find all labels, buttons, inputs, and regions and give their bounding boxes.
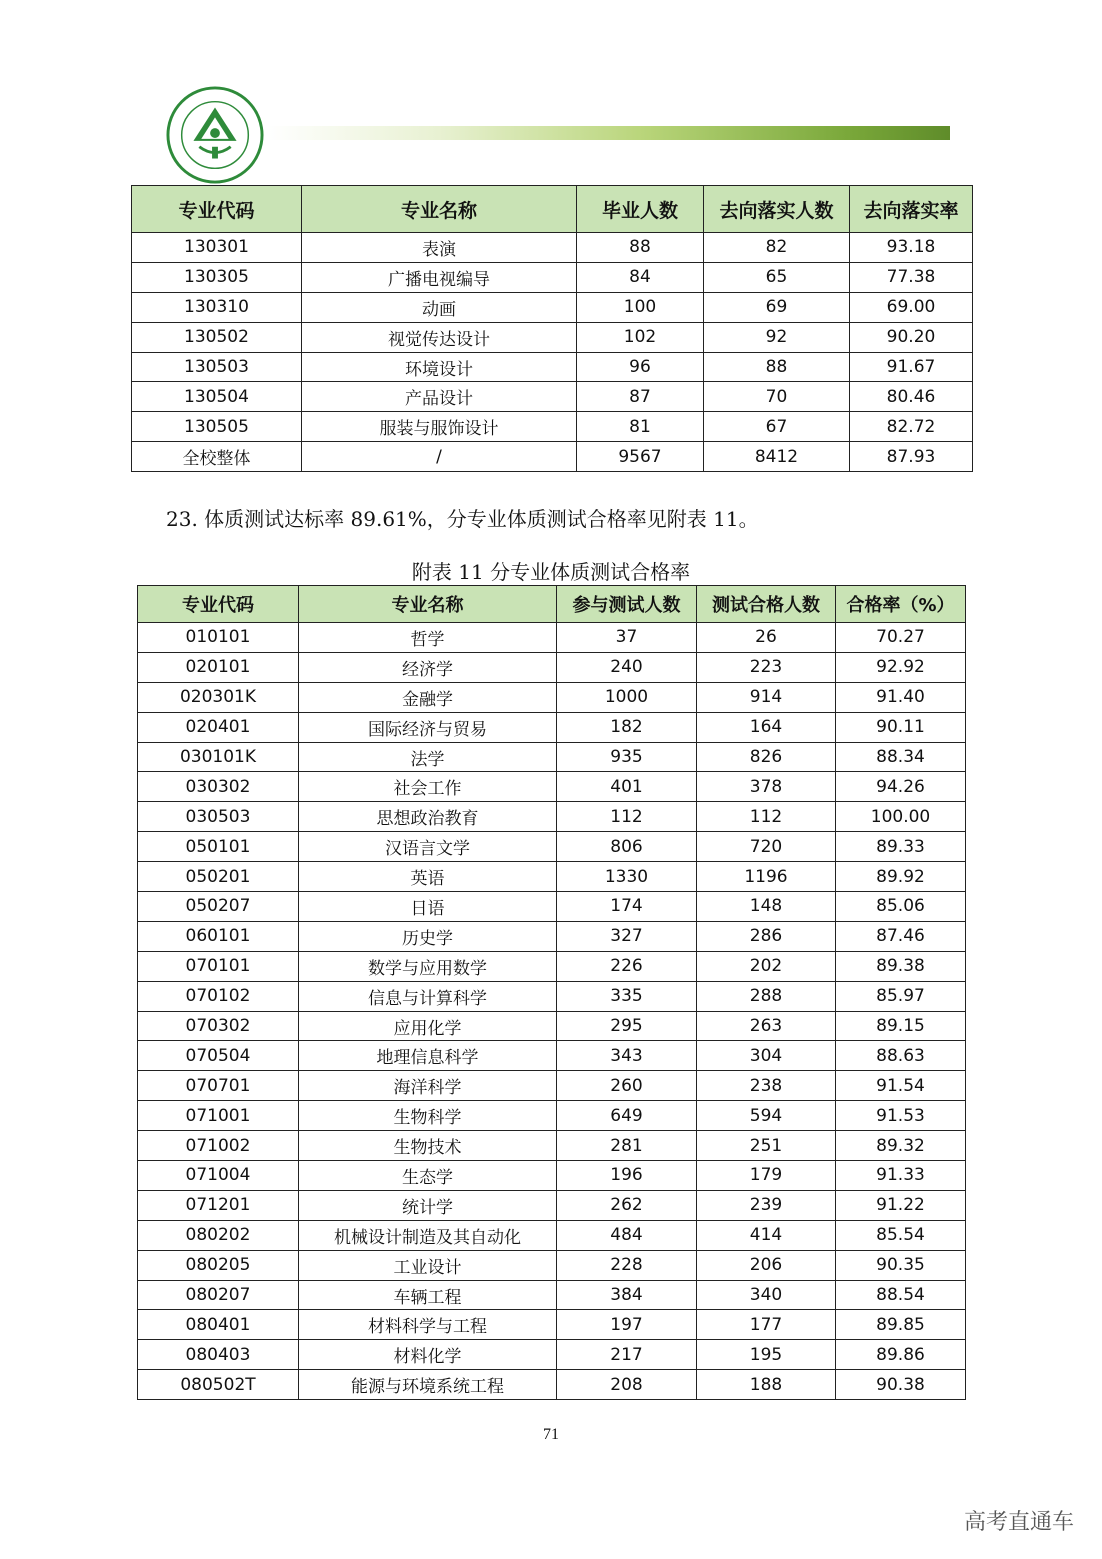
table-cell: 100 <box>577 292 704 322</box>
table-cell: 281 <box>557 1131 697 1161</box>
column-header: 去向落实人数 <box>704 186 850 233</box>
column-header: 专业名称 <box>299 586 557 623</box>
table-cell: 能源与环境系统工程 <box>299 1370 557 1400</box>
table-cell: 91.54 <box>836 1071 966 1101</box>
table-row <box>138 1071 966 1101</box>
table-cell: 251 <box>697 1131 836 1161</box>
table-cell: 327 <box>557 921 697 951</box>
table-cell: 720 <box>697 832 836 862</box>
column-header: 专业代码 <box>132 186 302 233</box>
table-cell: 81 <box>577 412 704 442</box>
table-cell: 484 <box>557 1220 697 1250</box>
table-cell: 260 <box>557 1071 697 1101</box>
table-row <box>138 772 966 802</box>
table-cell: 产品设计 <box>302 382 577 412</box>
table-cell: 030302 <box>138 772 299 802</box>
page-number: 71 <box>543 1426 559 1443</box>
table-cell: 102 <box>577 322 704 352</box>
table-cell: 环境设计 <box>302 352 577 382</box>
table-row <box>138 1340 966 1370</box>
table-cell: 89.85 <box>836 1310 966 1340</box>
table-cell: 288 <box>697 981 836 1011</box>
table-cell: 1330 <box>557 862 697 892</box>
column-header: 专业代码 <box>138 586 299 623</box>
table-cell: 服装与服饰设计 <box>302 412 577 442</box>
table-cell: 87 <box>577 382 704 412</box>
table-cell: 806 <box>557 832 697 862</box>
table-header-row <box>132 186 973 233</box>
table-cell: 197 <box>557 1310 697 1340</box>
table-cell: 070504 <box>138 1041 299 1071</box>
table-cell: 社会工作 <box>299 772 557 802</box>
table-cell: 87.46 <box>836 921 966 951</box>
table-row <box>138 802 966 832</box>
table-cell: 384 <box>557 1280 697 1310</box>
table-cell: 广播电视编导 <box>302 262 577 292</box>
table-cell: 91.53 <box>836 1101 966 1131</box>
column-header: 专业名称 <box>302 186 577 233</box>
table-cell: 85.06 <box>836 892 966 922</box>
table-cell: 96 <box>577 352 704 382</box>
table-cell: 020401 <box>138 712 299 742</box>
table-caption: 附表 11 分专业体质测试合格率 <box>411 560 691 584</box>
table-cell: 94.26 <box>836 772 966 802</box>
table-cell: 262 <box>557 1190 697 1220</box>
table-cell: 112 <box>557 802 697 832</box>
table-cell: 70 <box>704 382 850 412</box>
table-cell: 195 <box>697 1340 836 1370</box>
table-cell: 92.92 <box>836 652 966 682</box>
table-cell: 90.35 <box>836 1250 966 1280</box>
table-cell: 071004 <box>138 1161 299 1191</box>
table-row <box>138 712 966 742</box>
table-row <box>132 412 973 442</box>
column-header: 测试合格人数 <box>697 586 836 623</box>
table-cell: 070701 <box>138 1071 299 1101</box>
table-cell: 217 <box>557 1340 697 1370</box>
table-row <box>138 892 966 922</box>
table-cell: 080401 <box>138 1310 299 1340</box>
table-cell: 010101 <box>138 623 299 653</box>
table-cell: 海洋科学 <box>299 1071 557 1101</box>
table-row <box>138 1280 966 1310</box>
table-cell: 378 <box>697 772 836 802</box>
table-row <box>138 682 966 712</box>
table-cell: 343 <box>557 1041 697 1071</box>
table-cell: 050201 <box>138 862 299 892</box>
table-cell: 080403 <box>138 1340 299 1370</box>
table-cell: 177 <box>697 1310 836 1340</box>
table-cell: 89.92 <box>836 862 966 892</box>
table-cell: 生物技术 <box>299 1131 557 1161</box>
table-cell: 223 <box>697 652 836 682</box>
table-cell: 88 <box>704 352 850 382</box>
column-header: 去向落实率 <box>850 186 973 233</box>
table-cell: 304 <box>697 1041 836 1071</box>
table-cell: 020101 <box>138 652 299 682</box>
table-cell: 生态学 <box>299 1161 557 1191</box>
table-row <box>138 1370 966 1400</box>
table-cell: 88 <box>577 233 704 263</box>
table-row <box>132 292 973 322</box>
table-cell: 935 <box>557 742 697 772</box>
table-row <box>138 1101 966 1131</box>
table-cell: 机械设计制造及其自动化 <box>299 1220 557 1250</box>
table-cell: 国际经济与贸易 <box>299 712 557 742</box>
table-cell: 179 <box>697 1161 836 1191</box>
table-row <box>132 442 973 472</box>
table-cell: 030503 <box>138 802 299 832</box>
table-cell: 26 <box>697 623 836 653</box>
table-cell: 070101 <box>138 951 299 981</box>
table-cell: 车辆工程 <box>299 1280 557 1310</box>
table-cell: 401 <box>557 772 697 802</box>
table-cell: 82 <box>704 233 850 263</box>
table-cell: 050207 <box>138 892 299 922</box>
table-cell: 826 <box>697 742 836 772</box>
table-cell: 89.38 <box>836 951 966 981</box>
table-row <box>138 981 966 1011</box>
table-cell: 226 <box>557 951 697 981</box>
table-cell: 统计学 <box>299 1190 557 1220</box>
table-cell: 148 <box>697 892 836 922</box>
table-cell: 88.54 <box>836 1280 966 1310</box>
table-cell: 91.22 <box>836 1190 966 1220</box>
table-cell: 050101 <box>138 832 299 862</box>
table-cell: 表演 <box>302 233 577 263</box>
table-cell: 335 <box>557 981 697 1011</box>
table-cell: 130301 <box>132 233 302 263</box>
table-cell: 182 <box>557 712 697 742</box>
table-cell: 应用化学 <box>299 1011 557 1041</box>
table-cell: 649 <box>557 1101 697 1131</box>
table-row <box>138 623 966 653</box>
table-row <box>132 382 973 412</box>
table-cell: 130305 <box>132 262 302 292</box>
table-cell: 414 <box>697 1220 836 1250</box>
table-cell: 130502 <box>132 322 302 352</box>
table-cell: 071001 <box>138 1101 299 1131</box>
table-row <box>138 862 966 892</box>
table-cell: 信息与计算科学 <box>299 981 557 1011</box>
table-cell: / <box>302 442 577 472</box>
table-cell: 239 <box>697 1190 836 1220</box>
table-cell: 历史学 <box>299 921 557 951</box>
table-cell: 69.00 <box>850 292 973 322</box>
table-cell: 数学与应用数学 <box>299 951 557 981</box>
table-row <box>138 1161 966 1191</box>
table-row <box>138 1131 966 1161</box>
table-cell: 020301K <box>138 682 299 712</box>
table-cell: 地理信息科学 <box>299 1041 557 1071</box>
table-cell: 89.32 <box>836 1131 966 1161</box>
table-cell: 080205 <box>138 1250 299 1280</box>
table-cell: 130504 <box>132 382 302 412</box>
table-cell: 材料科学与工程 <box>299 1310 557 1340</box>
table-row <box>132 322 973 352</box>
header-gradient-bar <box>268 126 950 140</box>
table-row <box>138 1310 966 1340</box>
table-cell: 65 <box>704 262 850 292</box>
table-cell: 594 <box>697 1101 836 1131</box>
table-cell: 8412 <box>704 442 850 472</box>
column-header: 参与测试人数 <box>557 586 697 623</box>
table-cell: 030101K <box>138 742 299 772</box>
table-cell: 90.20 <box>850 322 973 352</box>
table-cell: 071201 <box>138 1190 299 1220</box>
table-cell: 67 <box>704 412 850 442</box>
table-cell: 37 <box>557 623 697 653</box>
university-logo <box>166 86 264 184</box>
table-cell: 91.40 <box>836 682 966 712</box>
table-row <box>138 1220 966 1250</box>
table-cell: 92 <box>704 322 850 352</box>
table-cell: 060101 <box>138 921 299 951</box>
table-cell: 89.86 <box>836 1340 966 1370</box>
table-cell: 工业设计 <box>299 1250 557 1280</box>
table-row <box>138 951 966 981</box>
table-cell: 070102 <box>138 981 299 1011</box>
body-paragraph: 23. 体质测试达标率 89.61%，分专业体质测试合格率见附表 11。 <box>166 507 759 531</box>
table-cell: 生物科学 <box>299 1101 557 1131</box>
table-cell: 112 <box>697 802 836 832</box>
table-row <box>138 1011 966 1041</box>
table-row <box>138 1250 966 1280</box>
table-cell: 188 <box>697 1370 836 1400</box>
employment-rate-table <box>131 185 973 472</box>
table-cell: 1196 <box>697 862 836 892</box>
table-cell: 思想政治教育 <box>299 802 557 832</box>
table-cell: 金融学 <box>299 682 557 712</box>
table-cell: 88.34 <box>836 742 966 772</box>
table-cell: 070302 <box>138 1011 299 1041</box>
table-cell: 9567 <box>577 442 704 472</box>
table-cell: 174 <box>557 892 697 922</box>
table-cell: 340 <box>697 1280 836 1310</box>
table-cell: 日语 <box>299 892 557 922</box>
table-cell: 080202 <box>138 1220 299 1250</box>
table-cell: 100.00 <box>836 802 966 832</box>
table-cell: 材料化学 <box>299 1340 557 1370</box>
table-cell: 汉语言文学 <box>299 832 557 862</box>
fitness-test-table <box>137 585 966 1400</box>
table-cell: 视觉传达设计 <box>302 322 577 352</box>
table-cell: 80.46 <box>850 382 973 412</box>
table-cell: 70.27 <box>836 623 966 653</box>
table-cell: 77.38 <box>850 262 973 292</box>
table-row <box>138 1041 966 1071</box>
table-cell: 91.33 <box>836 1161 966 1191</box>
table-cell: 080207 <box>138 1280 299 1310</box>
table-cell: 法学 <box>299 742 557 772</box>
table-cell: 89.33 <box>836 832 966 862</box>
table-cell: 130505 <box>132 412 302 442</box>
table-cell: 228 <box>557 1250 697 1280</box>
table-cell: 130310 <box>132 292 302 322</box>
table-cell: 91.67 <box>850 352 973 382</box>
table-cell: 全校整体 <box>132 442 302 472</box>
table-cell: 1000 <box>557 682 697 712</box>
table-row <box>138 1190 966 1220</box>
watermark: 高考直通车 <box>963 1510 1074 1535</box>
table-cell: 88.63 <box>836 1041 966 1071</box>
table-cell: 164 <box>697 712 836 742</box>
table-cell: 295 <box>557 1011 697 1041</box>
table-row <box>132 262 973 292</box>
table-cell: 经济学 <box>299 652 557 682</box>
column-header: 合格率（%） <box>836 586 966 623</box>
table-cell: 208 <box>557 1370 697 1400</box>
table-cell: 206 <box>697 1250 836 1280</box>
table-cell: 130503 <box>132 352 302 382</box>
table-cell: 87.93 <box>850 442 973 472</box>
table-cell: 90.38 <box>836 1370 966 1400</box>
table-row <box>132 352 973 382</box>
table-row <box>138 742 966 772</box>
table-row <box>138 832 966 862</box>
table-cell: 238 <box>697 1071 836 1101</box>
table-cell: 263 <box>697 1011 836 1041</box>
table-cell: 哲学 <box>299 623 557 653</box>
table-header-row <box>138 586 966 623</box>
table-cell: 85.54 <box>836 1220 966 1250</box>
table-cell: 69 <box>704 292 850 322</box>
table-cell: 080502T <box>138 1370 299 1400</box>
table-cell: 90.11 <box>836 712 966 742</box>
column-header: 毕业人数 <box>577 186 704 233</box>
table-cell: 240 <box>557 652 697 682</box>
table-cell: 动画 <box>302 292 577 322</box>
table-row <box>138 652 966 682</box>
table-row <box>132 233 973 263</box>
table-cell: 196 <box>557 1161 697 1191</box>
table-cell: 286 <box>697 921 836 951</box>
table-row <box>138 921 966 951</box>
table-cell: 93.18 <box>850 233 973 263</box>
table-cell: 84 <box>577 262 704 292</box>
table-cell: 89.15 <box>836 1011 966 1041</box>
table-cell: 202 <box>697 951 836 981</box>
table-cell: 82.72 <box>850 412 973 442</box>
table-cell: 85.97 <box>836 981 966 1011</box>
table-cell: 071002 <box>138 1131 299 1161</box>
table-cell: 914 <box>697 682 836 712</box>
table-cell: 英语 <box>299 862 557 892</box>
